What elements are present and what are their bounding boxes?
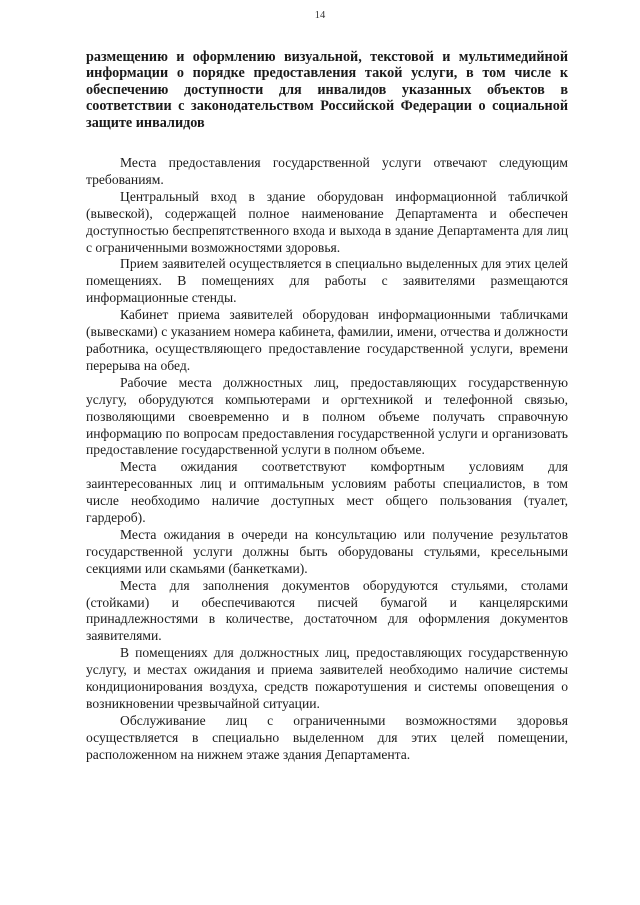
paragraph-central-entrance: Центральный вход в здание оборудован информационной табличкой (вывеской), содержащей полное наименование Департамента и обеспечен доступностью беспрепятственного входа и выхода в здание Департамента для лиц с ограниченными возможностями здоровья. xyxy=(86,188,568,255)
page-number: 14 xyxy=(314,10,326,21)
body-text xyxy=(86,155,568,764)
paragraph-reception-rooms: Прием заявителей осуществляется в специально выделенных для этих целей помещениях. В помещениях для работы с заявителями размещаются информационные стенды. xyxy=(86,256,568,306)
paragraph-reception-office: Кабинет приема заявителей оборудован информационными табличками (вывесками) с указанием номера кабинета, фамилии, имени, отчества и должности работника, осуществляющего предоставление государственной услуги, времени перерыва на обед. xyxy=(86,307,568,373)
paragraph-document-filling: Места для заполнения документов оборудуются стульями, столами (стойками) и обеспечиваются писчей бумагой и канцелярскими принадлежностями в количестве, достаточном для оформления документов заявителями. xyxy=(86,577,568,644)
paragraph-workplaces: Рабочие места должностных лиц, предоставляющих государственную услугу, оборудуются компьютерами и оргтехникой и телефонной связью, позволяющими своевременно и в полном объеме получать справочную информацию по вопросам предоставления государственной услуги и организовать предоставление государственной услуги в полном объеме. xyxy=(86,374,568,458)
paragraph-safety-systems: В помещениях для должностных лиц, предоставляющих государственную услугу, и местах ожидания и приема заявителей необходимо наличие системы кондиционирования воздуха, средств пожаротушения и системы оповещения о возникновении чрезвычайной ситуации. xyxy=(86,645,568,711)
paragraph-disability-service: Обслуживание лиц с ограниченными возможностями здоровья осуществляется в специально выделенном для этих целей помещении, расположенном на нижнем этаже здания Департамента. xyxy=(86,712,568,762)
section-heading: размещению и оформлению визуальной, текстовой и мультимедийной информации о порядке предоставления такой услуги, в том числе к обеспечению доступности для инвалидов указанных объектов в соответствии с законодательством Российской Федерации о социальной защите инвалидов xyxy=(86,49,568,131)
paragraph-queue-waiting: Места ожидания в очереди на консультацию или получение результатов государственной услуги должны быть оборудованы стульями, кресельными секциями или скамьями (банкетками). xyxy=(86,526,568,576)
paragraph-waiting-areas: Места ожидания соответствуют комфортным условиям для заинтересованных лиц и оптимальным условиям работы специалистов, в том числе необходимо наличие доступных мест общего пользования (туалет, гардероб). xyxy=(86,459,568,526)
paragraph-requirements-intro: Места предоставления государственной услуги отвечают следующим требованиям. xyxy=(86,155,568,187)
